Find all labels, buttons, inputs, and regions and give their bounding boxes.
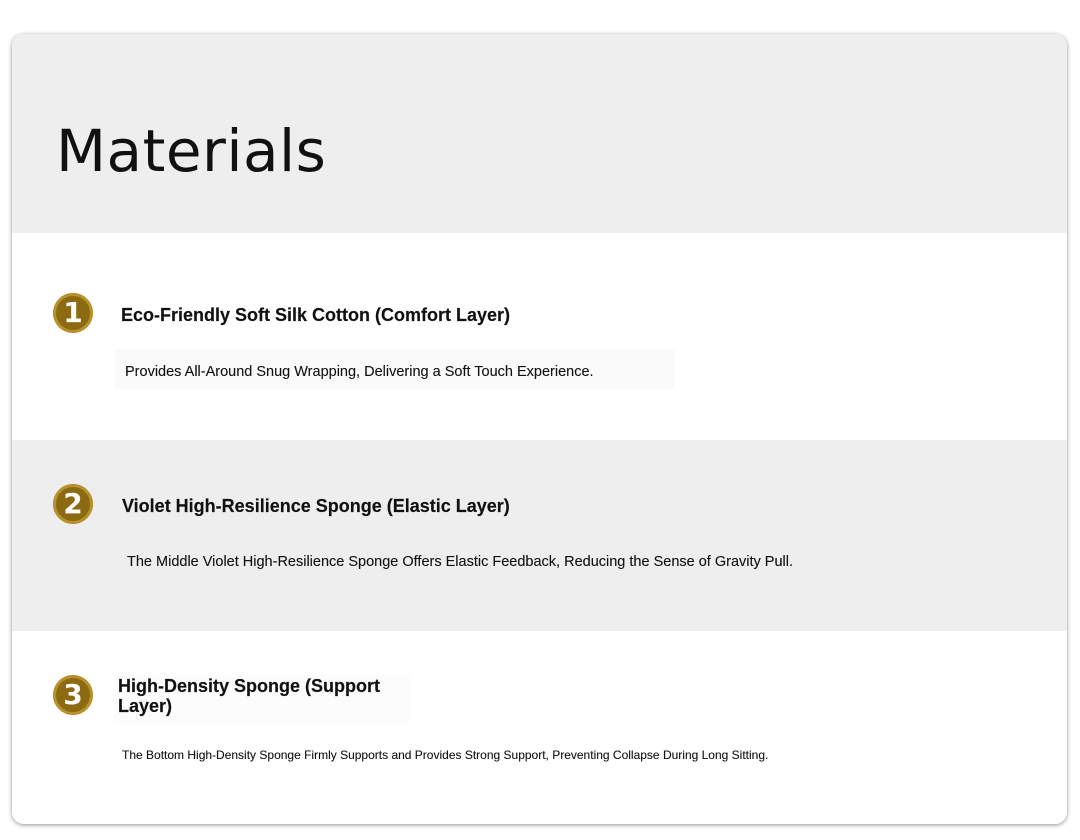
item-1-title: Eco-Friendly Soft Silk Cotton (Comfort Layer) (121, 305, 511, 325)
number-badge-2-label: 2 (63, 487, 83, 520)
number-badge-3 (53, 675, 93, 715)
number-badge-3-label: 3 (63, 678, 83, 711)
item-1-band (12, 233, 1067, 440)
number-badge-1 (53, 293, 93, 333)
page-title: Materials (56, 117, 327, 185)
item-2-description: The Middle Violet High-Resilience Sponge Offers Elastic Feedback, Reducing the Sense of Gravity Pull. (127, 554, 794, 570)
item-3-description: The Bottom High-Density Sponge Firmly Supports and Provides Strong Support, Preventing Collapse During Long Sitting. (122, 748, 769, 762)
item-3-title: High-Density Sponge (Support Layer) (118, 676, 380, 716)
materials-card (12, 34, 1067, 824)
number-badge-2 (53, 484, 93, 524)
item-2-band (12, 440, 1067, 631)
item-1-description: Provides All-Around Snug Wrapping, Delivering a Soft Touch Experience. (125, 364, 594, 380)
item-2-title: Violet High-Resilience Sponge (Elastic Layer) (122, 496, 510, 516)
number-badge-1-label: 1 (63, 296, 83, 329)
item-3-band (12, 631, 1067, 824)
